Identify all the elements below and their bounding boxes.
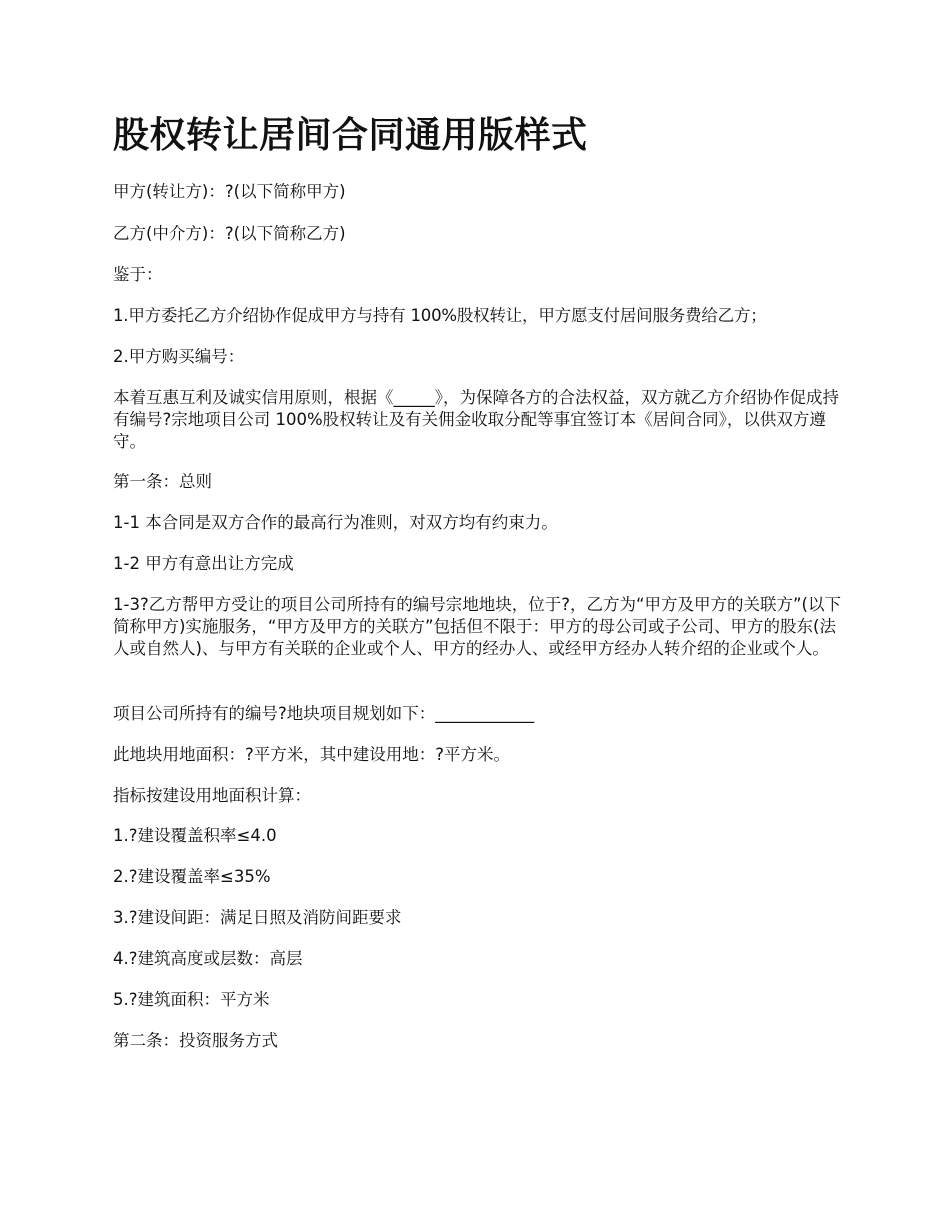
preamble-paragraph: 本着互惠互利及诚实信用原则，根据《_____》，为保障各方的合法权益，双方就乙方介绍协作促成持有编号?宗地项目公司 100%股权转让及有关佣金收取分配等事宜签订本《居间合同》，以供双方遵守。 [113, 388, 839, 451]
indicator-heading: 指标按建设用地面积计算： [113, 786, 311, 805]
land-area-line: 此地块用地面积：?平方米，其中建设用地：?平方米。 [113, 745, 511, 764]
clause-1-2: 1-2 甲方有意出让方完成 [113, 554, 294, 573]
indicator-item-1: 1.?建设覆盖积率≤4.0 [113, 826, 277, 845]
indicator-item-5: 5.?建筑面积：平方米 [113, 990, 270, 1009]
whereas-heading: 鉴于： [113, 265, 163, 284]
document-title: 股权转让居间合同通用版样式 [113, 115, 588, 156]
clause-1-3: 1-3?乙方帮甲方受让的项目公司所持有的编号宗地地块，位于?，乙方为“甲方及甲方的关联方”(以下简称甲方)实施服务，“甲方及甲方的关联方”包括但不限于：甲方的母公司或子公司、甲方的股东(法人或自然人)、与甲方有关联的企业或个人、甲方的经办人、或经甲方经办人转介绍的企业或个人。 [113, 595, 841, 658]
whereas-item-2: 2.甲方购买编号： [113, 347, 245, 366]
party-b-line: 乙方(中介方)：?(以下简称乙方) [113, 224, 346, 243]
whereas-item-1: 1.甲方委托乙方介绍协作促成甲方与持有 100%股权转让，甲方愿支付居间服务费给乙方； [113, 306, 767, 325]
indicator-item-2: 2.?建设覆盖率≤35% [113, 867, 271, 886]
indicator-item-3: 3.?建设间距：满足日照及消防间距要求 [113, 908, 402, 927]
clause-1-1: 1-1 本合同是双方合作的最高行为准则，对双方均有约束力。 [113, 513, 558, 532]
indicator-item-4: 4.?建筑高度或层数：高层 [113, 949, 303, 968]
article-2-heading: 第二条：投资服务方式 [113, 1031, 278, 1050]
article-1-heading: 第一条：总则 [113, 472, 212, 491]
project-planning-line: 项目公司所持有的编号?地块项目规划如下：____________ [113, 704, 535, 723]
party-a-line: 甲方(转让方)：?(以下简称甲方) [113, 182, 346, 201]
